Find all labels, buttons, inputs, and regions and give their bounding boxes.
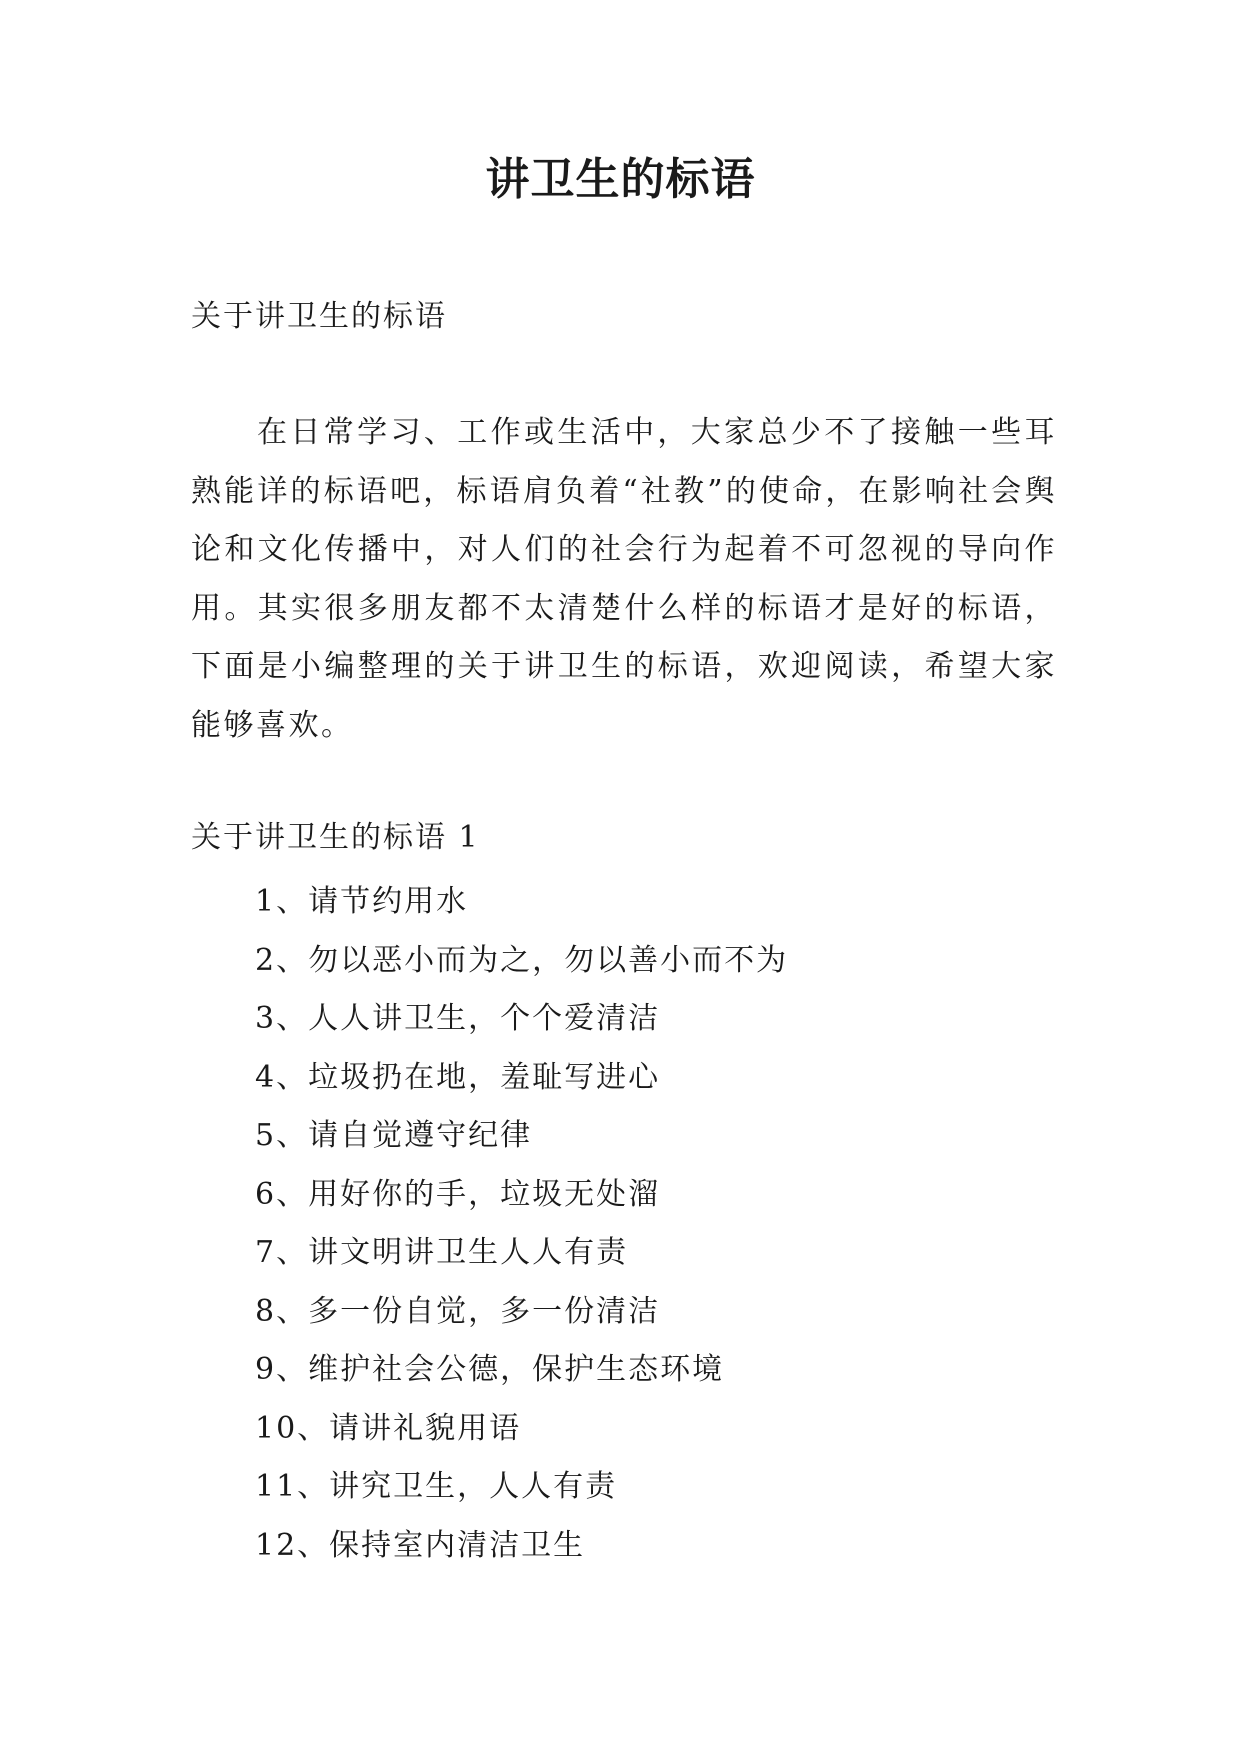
list-item: 3、人人讲卫生，个个爱清洁 [255, 1001, 661, 1036]
list-item: 4、垃圾扔在地，羞耻写进心 [255, 1059, 661, 1095]
document-title: 讲卫生的标语 [485, 154, 756, 205]
intro-paragraph: 在日常学习、工作或生活中，大家总少不了接触一些耳熟能详的标语吧，标语肩负着“社教”的使命，在影响社会舆论和文化传播中，对人们的社会行为起着不可忽视的导向作用。其实很多朋友都不太清楚什么样的标语才是好的标语，下面是小编整理的关于讲卫生的标语，欢迎阅读，希望大家能够喜欢。 [191, 415, 1057, 743]
list-item: 9、维护社会公德，保护生态环境 [255, 1352, 725, 1387]
list-item: 11、讲究卫生，人人有责 [255, 1469, 618, 1504]
list-item: 2、勿以恶小而为之，勿以善小而不为 [255, 942, 789, 978]
list-item: 8、多一份自觉，多一份清洁 [255, 1293, 661, 1329]
list-item: 5、请自觉遵守纪律 [255, 1118, 533, 1153]
list-item: 10、请讲礼貌用语 [255, 1410, 522, 1446]
list-item: 1、请节约用水 [255, 884, 469, 919]
slogan-list [255, 873, 788, 1575]
list-item: 6、用好你的手，垃圾无处溜 [255, 1176, 661, 1212]
list-item: 12、保持室内清洁卫生 [255, 1527, 586, 1563]
intro-heading: 关于讲卫生的标语 [191, 299, 447, 334]
section-heading: 关于讲卫生的标语 1 [191, 820, 480, 855]
list-item: 7、讲文明讲卫生人人有责 [255, 1235, 629, 1270]
